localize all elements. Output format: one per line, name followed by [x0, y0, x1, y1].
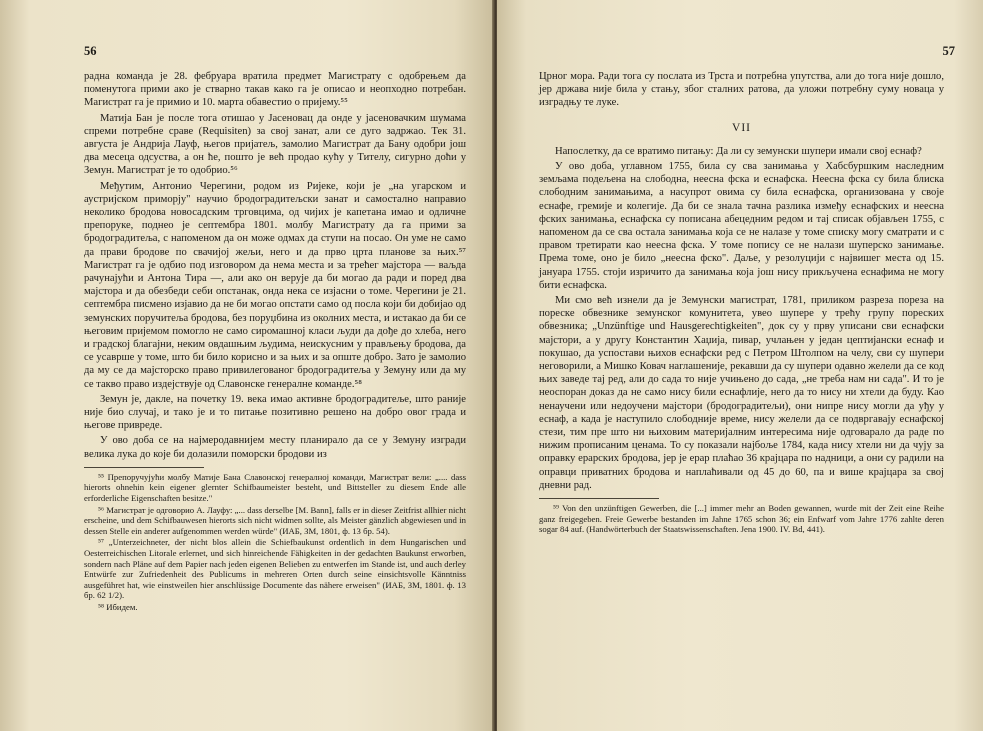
page-number-left: 56	[84, 44, 97, 58]
left-text-column	[84, 70, 466, 614]
paragraph: Црног мора. Ради тога су послата из Трста и потребна упутства, али до тога није дошло, јер држава није била у стању, због сталних ратова, да уложи потребну суму новаца у изградњу те луке.	[539, 71, 944, 109]
paragraph: У ово доба се на најмеродавнијем месту планирало да се у Земуну изгради велика лука до које би долазили поморски бродови из	[84, 435, 466, 460]
paragraph: радна команда је 28. фебруара вратила предмет Магистрату с одобрењем да поменутога прими ако је стварно такав како га је описао и неопходно потребан. Магистрат га је примио и 10. марта обавестио о пријему.⁵⁵	[84, 71, 466, 109]
footnote: ⁵⁸ Ибидем.	[98, 602, 138, 613]
paragraph: Међутим, Антонио Черегини, родом из Ријеке, који је „на угарском и аустријском приморју" научио бродоградитељски занат и самостално направио неколико бродова новосадским трговцима, од чијих је капетана имао и одличне препоруке, поднео је септембра 1801. молбу Магистрату да га прими за бродоградитеља, с напоменом да он може одмах да ступи на посао. Он уме не само да прави бродове по свачијој жељи, него и да прво црта планове за њих.⁵⁷ Магистрат га је одбио под изговором да нема места и за трећег мајстора — ваљда рачунајући и Антона Тира —, али ако он верује да би могао да ради и поред два мајстора и да обезбеди себи опстанак, онда нека се изјасни о томе. Черегини је 21. септембра писмено изјавио да не би могао опстати само од посла који би добијао од земунских поручитеља бродова, без поруџбина из околних места, и истакао да би се његовим пријемом помогло не само сиромашној класи људи да дође до хлеба, него и градској благајни, неким овдашњим људима, неискусним у прављењу бродова, да се усаврше у томе, што би било корисно и за њих и за опште добро. Зато је замолио да му се да мајсторско право привилегованог бродоградитеља у Земуну или да му се такво право издејствује од Славонске генералне команде.⁵⁸	[84, 180, 466, 390]
section-heading: VII	[732, 121, 751, 134]
footnote-rule	[539, 498, 659, 499]
right-page	[497, 0, 983, 731]
footnote: ⁵⁷ „Unterzeichneter, der nicht blos allein die Schiefbaukunst ordentlich in dem Hungarischen und Oesterreichischen Litorale erlernet, und sich hinreichende Fähigkeiten in der gedachten Baukunst erworben, sondern nach Pläne auf dem Papier nach jeden eigenen Belieben zu entwerfen im Stande ist, und auch derley Entwürfe zur Zufriedenheit des Publicums in mehreren Orten durch seine einsichtsvolle Känntniss ausgeführet hat, wie einstweilen hier anschlüssige Documente das nähere erweisen" (ИАБ, ЗМ, 1801. ф. 13 бр. 62 1/2).	[84, 537, 466, 601]
paragraph: У ово доба, углавном 1755, била су сва занимања у Хабсбуршким наследним земљама подељена на слободна, неесна фска и еснафска. Неесна фска су била блиска слободним занимањима, а насупрот овима су била еснафска, организована у своје еснафе, гремије и колегије. Да би се знала тачна разлика између еснафских и неесна фских занимања, еснафска су пописана абецедним редом и тај списак објављен 1755, с напоменом да се сва остала занимања која се не налазе у томе списку могу сматрати и с правом третирати као неесна фска. У томе попису се не налази шуперско занимање. Према томе, оно је било „неесна фско". Даље, у резолуцији с највишег места од 15. јануара 1755. стоји изричито да занимања која још нису прикључена еснафима не могу бити еснафска.	[539, 161, 944, 291]
paragraph: Ми смо већ изнели да је Земунски магистрат, 1781, приликом разреза пореза на пореске обвезнике земунског комунитета, увео шупере у трећу групу пореских обвезника; „Unzünftige und Hausgerechtigkeiten", док су у прву уписани сви еснафски мајстори, а у другу Константин Хаџија, пивар, учлањен у један цептијански еснаф и покушао, да успостави њихов еснафски ред с Петром Штолпом на челу, сви су шупери неговорили, а Мишко Ковач наглашеније, рекавши да су шупери одавно желели да се код њих заведе тај ред, али до сада то није учињено до сада, „не треба нам ни сада". И то је неоспоран доказ да не само нису били еснафлије, него да то нису ни хтели да буду. Као ненаучени или недоучени мајстори (бродоградитељи), они нипре нису могли да уђу у еснаф, а када је наступило слободније време, нису желели да се подвргавају еснафској стези, тим пре што ни њиховим материјалним интересима није одговарало да раде по нижим прописаним ценама. То су показали најбоље 1784, када нису хтели ни да чују за оправку ерарских бродова, јер је ерар плаћао 36 крајцара по надници, а они су радили на оправци приватних бродова и наплаћивали од 45 до 60, па и више крајцара за свој дневни рад.	[539, 295, 944, 491]
footnotes-right	[539, 503, 944, 535]
footnote: ⁵⁵ Препоручујући молбу Матије Бана Славонској генералној команди, Магистрат вели: „.... dass hierorts ohnehin kein eigener glernter Schifbaumeister besteht, und Bittsteller zu diesem Ende alle erforderliche Eigenschaften besitze."	[84, 471, 466, 504]
paragraph: Напослетку, да се вратимо питању: Да ли су земунски шупери имали свој еснаф?	[555, 145, 922, 157]
footnote-rule	[84, 467, 204, 468]
footnote: ⁵⁹ Von den unzünftigen Gewerben, die [...] immer mehr an Boden gewannen, wurde mit der Zeit eine Reihe ganz freigegeben. Freie Gewerbe bestanden im Jahne 1765 schon 36; ein Enfwarf vom Jahre 1776 zahlte deren sogar 84 auf. (Handwörterbuch der Staatswissenschaften. Jena 1900. IV. Bd, 441).	[539, 503, 944, 535]
paragraph: Земун је, дакле, на почетку 19. века имао активне бродоградитеље, што раније није био случај, и тако је и то питање позитивно решено на добро овог града и његове привреде.	[84, 393, 466, 432]
footnote: ⁵⁶ Магистрат је одговорио А. Лауфу: „... dass derselbe [M. Bann], falls er in dieser Zeitfrist allhier nicht erscheine, und dem Schifbauwesen hierorts sich nicht widmen sollte, als Meister gänzlich abgewiesen und in dessen Stelle ein anderer aufgenommen werden würde" (ИАБ, ЗМ, 1801, ф. 13 бр. 54).	[84, 504, 466, 536]
footnotes-left	[84, 472, 466, 613]
page-number-right: 57	[942, 44, 955, 58]
right-text-column	[539, 70, 944, 536]
paragraph: Матија Бан је после тога отишао у Јасеновац да онде у јасеновачким шумама спреми потребне сраве (Requisiten) за свој занат, али се дуго задржао. Тек 31. августа је Андрија Лауф, његов пријатељ, замолио Магистрат да Бану одобри још два месеца одсуства, а он ће, пошто је већ продао кућу у Тителу, сигурно доћи у Земун. Магистрат је то одобрио.⁵⁶	[84, 112, 466, 177]
